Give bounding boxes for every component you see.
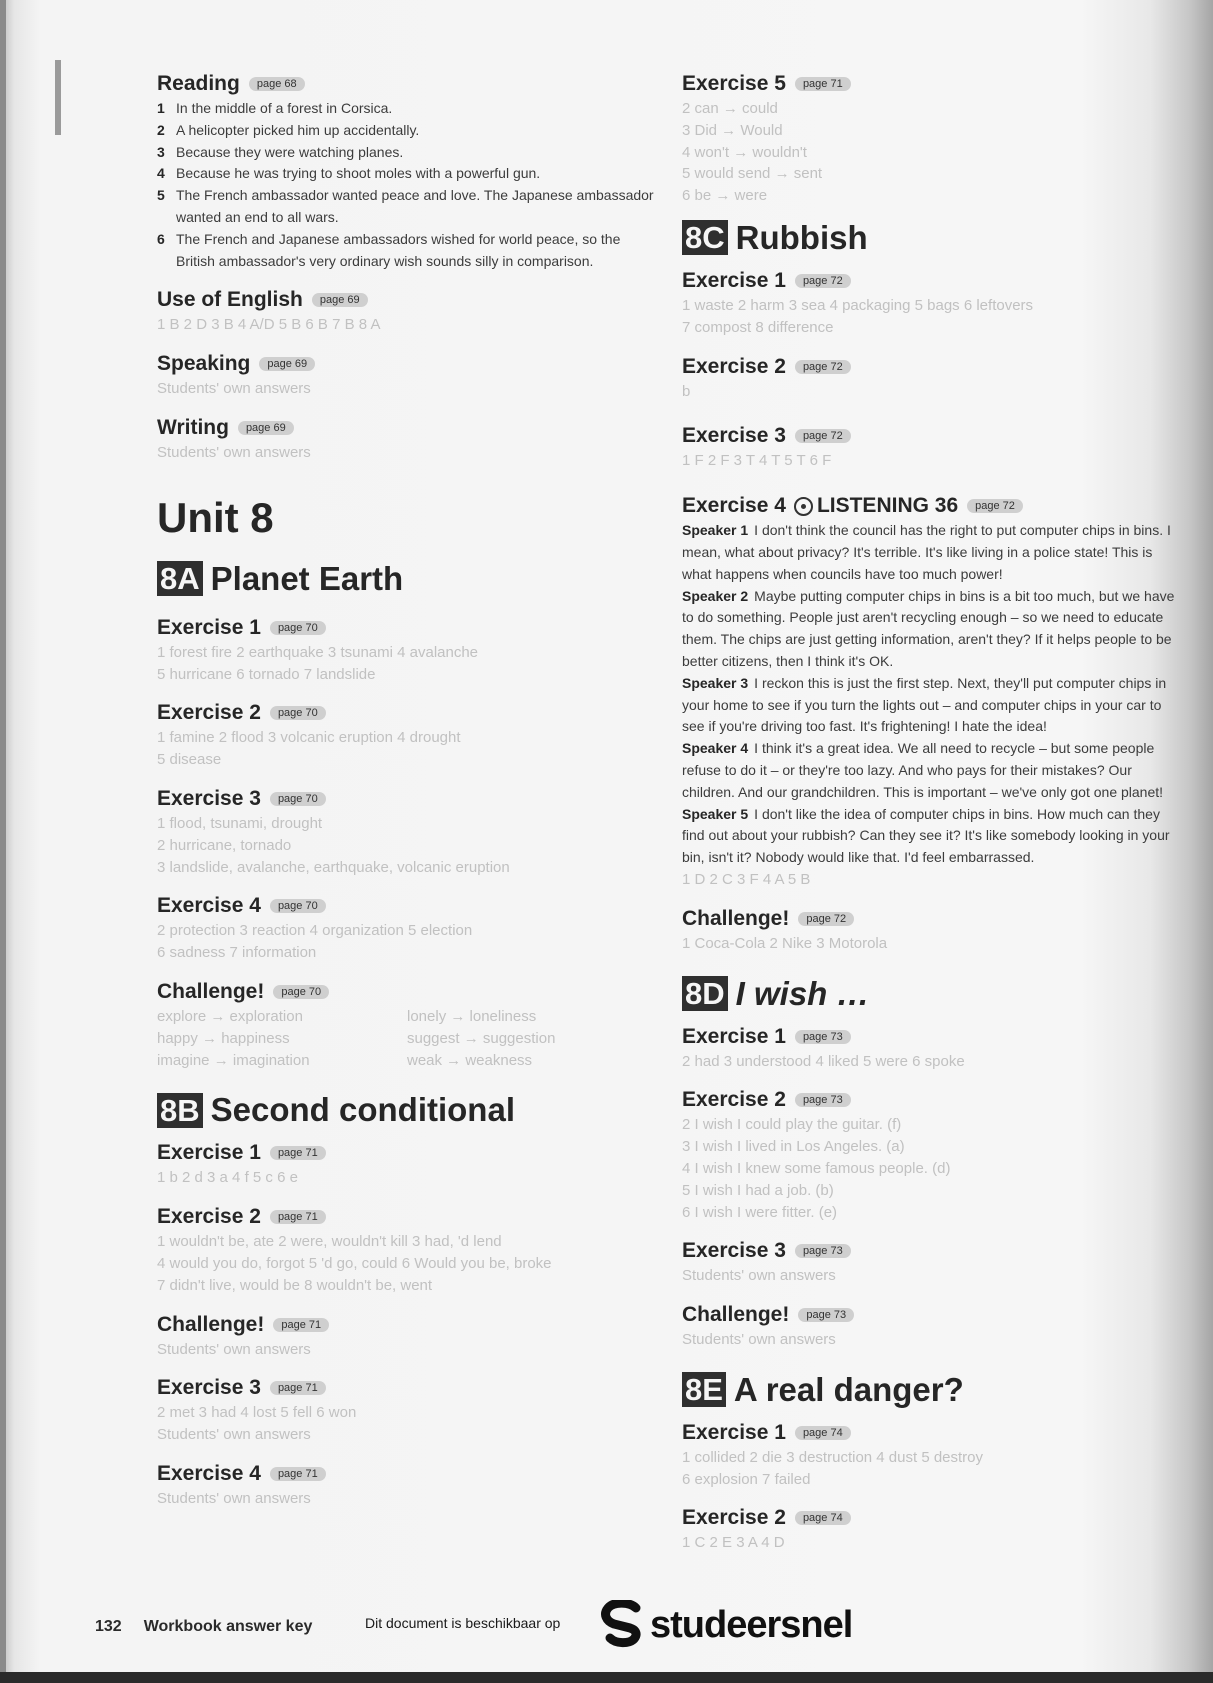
answer-line: b bbox=[682, 382, 691, 400]
answer-line: 6 sadness 7 information bbox=[157, 944, 317, 962]
section-badge: 8A bbox=[157, 561, 203, 596]
answer-line: 7 compost 8 difference bbox=[682, 318, 834, 336]
page-ref: page 73 bbox=[795, 1030, 851, 1044]
answer-line: imagine → imagination bbox=[157, 1051, 310, 1069]
exercise-8a-3: Exercise 3 page 70 1 flood, tsunami, drought 2 hurricane, tornado 3 landslide, avalanche, earthquake, volcanic eruption bbox=[157, 785, 657, 878]
answer-line: 4 I wish I knew some famous people. (d) bbox=[682, 1159, 951, 1177]
answer-line: Students' own answers bbox=[157, 1489, 311, 1507]
right-column bbox=[682, 70, 1182, 1554]
exercise-8b-4: Exercise 4 page 71 Students' own answers bbox=[157, 1460, 657, 1510]
exercise-8c-1: Exercise 1 page 72 1 waste 2 harm 3 sea 4 packaging 5 bags 6 leftovers 7 compost 8 difference bbox=[682, 267, 1182, 339]
reading-title: Reading bbox=[157, 72, 240, 95]
section-8d-heading bbox=[682, 975, 1182, 1013]
challenge-8a: Challenge! page 70 explore → exploration happy → happiness imagine → imagination lonely → loneliness suggest → suggestion weak → weakness bbox=[157, 978, 657, 1071]
answer-line: 6 explosion 7 failed bbox=[682, 1470, 811, 1488]
challenge-8b: Challenge! page 71 Students' own answers bbox=[157, 1311, 657, 1361]
answer-line: 1 waste 2 harm 3 sea 4 packaging 5 bags 6 leftovers bbox=[682, 296, 1034, 314]
section-title: Second conditional bbox=[210, 1091, 515, 1129]
answer-line: 2 I wish I could play the guitar. (f) bbox=[682, 1116, 902, 1134]
page-ref: page 70 bbox=[270, 792, 326, 806]
answer-line: 2 hurricane, tornado bbox=[157, 836, 292, 854]
exercise-8b-3: Exercise 3 page 71 2 met 3 had 4 lost 5 fell 6 won Students' own answers bbox=[157, 1374, 657, 1446]
challenge-8d: Challenge! page 73 Students' own answers bbox=[682, 1301, 1182, 1351]
section-title: I wish … bbox=[735, 974, 870, 1012]
page-ref: page 71 bbox=[273, 1318, 329, 1332]
answer-line: suggest → suggestion bbox=[407, 1029, 556, 1047]
availability-note: Dit document is beschikbaar op bbox=[365, 1615, 561, 1631]
section-title: Planet Earth bbox=[210, 559, 404, 597]
section-badge: 8C bbox=[682, 220, 728, 255]
answer-line: explore → exploration bbox=[157, 1007, 303, 1025]
footer-title: Workbook answer key bbox=[143, 1618, 313, 1635]
answer-line: 3 I wish I lived in Los Angeles. (a) bbox=[682, 1138, 905, 1156]
speaker-paragraph: Speaker 3 I reckon this is just the first step. Next, they'll put computer chips in your home to see if you turn the lights out – and computer chips in your car to see if you're driving too fast. It's frightening! I hate the idea! bbox=[682, 674, 1167, 735]
answer-line: 1 collided 2 die 3 destruction 4 dust 5 destroy bbox=[682, 1448, 984, 1466]
exercise-8b-5: Exercise 5 page 71 2 can → could 3 Did → Would 4 won't → wouldn't 5 would send → sent 6 be → were bbox=[682, 70, 1182, 207]
section-badge: 8D bbox=[682, 976, 728, 1011]
answer-line: 5 would send → sent bbox=[682, 165, 823, 183]
challenge-8c: Challenge! page 72 1 Coca-Cola 2 Nike 3 Motorola bbox=[682, 905, 1182, 955]
page-ref: page 71 bbox=[270, 1467, 326, 1481]
page-ref: page 72 bbox=[795, 274, 851, 288]
answer-line: 2 met 3 had 4 lost 5 fell 6 won bbox=[157, 1404, 357, 1422]
answer-line: 2 had 3 understood 4 liked 5 were 6 spoke bbox=[682, 1052, 965, 1070]
exercise-8a-4: Exercise 4 page 70 2 protection 3 reaction 4 organization 5 election 6 sadness 7 information bbox=[157, 892, 657, 964]
page-ref: page 73 bbox=[795, 1244, 851, 1258]
section-title: Writing bbox=[157, 415, 229, 439]
page-ref: page 71 bbox=[270, 1210, 326, 1224]
page-ref: page 74 bbox=[795, 1511, 851, 1525]
exercise-8b-1: Exercise 1 page 71 1 b 2 d 3 a 4 f 5 c 6 e bbox=[157, 1139, 657, 1189]
page-ref: page 73 bbox=[795, 1093, 851, 1107]
page-ref: page 73 bbox=[798, 1308, 854, 1322]
listening-label: LISTENING 36 bbox=[816, 494, 959, 518]
answer-line: 4 won't → wouldn't bbox=[682, 143, 807, 161]
page-ref: page 69 bbox=[312, 293, 368, 307]
page-ref: page 74 bbox=[795, 1426, 851, 1440]
page-number: 132 bbox=[95, 1618, 122, 1635]
writing-section bbox=[157, 414, 657, 464]
exercise-8c-4: Exercise 4 LISTENING 36 page 72 Speaker 1 I don't think the council has the right to put computer chips in bins. I mean, what about privacy? It's terrible. It's like living in a police state! This is what happens when councils have too much power! Speaker 2 Maybe putting computer chips in bins is a bit too much, but we have to do something. People just aren't recycling enough – so we need to educate them. The chips are just getting information, aren't they? If it helps people to be better citizens, then I think it's OK. Speaker 3 I reckon this is just the first step. Next, they'll put computer chips in your home to see if you turn the lights out – and computer chips in your car to see if you're driving too fast. It's frightening! I hate the idea! Speaker 4 I think it's a great idea. We all need to recycle – but some people refuse to do it – or they're too lazy. And who pays for their mistakes? Our children. And our grandchildren. This is important – we've only got one planet! Speaker 5 I don't like the idea of computer chips in bins. How much can they find out about your rubbish? Can they see it? It's like somebody looking in your bin, isn't it? Nobody would like that. I'd feel embarrassed. 1 D 2 C 3 F 4 A 5 B bbox=[682, 492, 1182, 891]
page-bottom-edge bbox=[0, 1672, 1213, 1683]
exercise-8b-2: Exercise 2 page 71 1 wouldn't be, ate 2 were, wouldn't kill 3 had, 'd lend 4 would you do, forgot 5 'd go, could 6 Would you be, broke 7 didn't live, would be 8 wouldn't be, went bbox=[157, 1203, 657, 1296]
exercise-8c-3: Exercise 3 page 72 1 F 2 F 3 T 4 T 5 T 6 F bbox=[682, 422, 1182, 472]
section-title: Speaking bbox=[157, 352, 251, 376]
section-badge: 8E bbox=[682, 1372, 726, 1407]
exercise-8a-1: Exercise 1 page 70 1 forest fire 2 earthquake 3 tsunami 4 avalanche 5 hurricane 6 tornado 7 landslide bbox=[157, 614, 657, 686]
section-8e-heading bbox=[682, 1371, 1182, 1409]
answer-line: 7 didn't live, would be 8 wouldn't be, went bbox=[157, 1276, 433, 1294]
section-badge: 8B bbox=[157, 1093, 203, 1128]
speaker-paragraph: Speaker 2 Maybe putting computer chips in bins is a bit too much, but we have to do something. People just aren't recycling enough – so we need to educate them. The chips are just getting information, aren't they? If it helps people to be better citizens, then I think it's OK. bbox=[682, 587, 1175, 669]
answer-line: Students' own answers bbox=[682, 1267, 836, 1285]
answer-line: 1 F 2 F 3 T 4 T 5 T 6 F bbox=[682, 452, 832, 470]
speaker-paragraph: Speaker 5 I don't like the idea of computer chips in bins. How much can they find out about your rubbish? Can they see it? It's like somebody looking in your bin, isn't it? Nobody would like that. I'd feel embarrassed. bbox=[682, 805, 1170, 866]
answer-line: lonely → loneliness bbox=[407, 1007, 537, 1025]
page-ref: page 72 bbox=[795, 360, 851, 374]
page-ref: page 69 bbox=[259, 357, 315, 371]
answer-line: 3 Did → Would bbox=[682, 121, 783, 139]
page-ref: page 69 bbox=[238, 421, 294, 435]
page-ref: page 70 bbox=[270, 621, 326, 635]
answer-line: 1 C 2 E 3 A 4 D bbox=[682, 1534, 785, 1552]
use-of-english-section bbox=[157, 286, 657, 336]
answer-line: 2 protection 3 reaction 4 organization 5 election bbox=[157, 922, 473, 940]
page-ref: page 70 bbox=[270, 706, 326, 720]
answer-line: 1 famine 2 flood 3 volcanic eruption 4 drought bbox=[157, 729, 461, 747]
studeersnel-logo[interactable] bbox=[600, 1600, 852, 1650]
answer-line: happy → happiness bbox=[157, 1029, 290, 1047]
answer-line: 1 Coca-Cola 2 Nike 3 Motorola bbox=[682, 934, 888, 952]
page-ref: page 71 bbox=[795, 77, 851, 91]
answer-line: 5 I wish I had a job. (b) bbox=[682, 1181, 834, 1199]
answer-line: weak → weakness bbox=[407, 1051, 533, 1069]
cd-icon bbox=[794, 497, 813, 516]
answer-line: 2 can → could bbox=[682, 100, 778, 117]
exercise-8d-2: Exercise 2 page 73 2 I wish I could play the guitar. (f) 3 I wish I lived in Los Angeles. (a) 4 I wish I knew some famous people. (d) 5 I wish I had a job. (b) 6 I wish I were fitter. (e) bbox=[682, 1086, 1182, 1223]
transcript bbox=[682, 520, 1182, 869]
reading-section bbox=[157, 70, 657, 272]
list-item: 3 Because they were watching planes. bbox=[157, 143, 404, 160]
answer-line: 1 b 2 d 3 a 4 f 5 c 6 e bbox=[157, 1169, 298, 1187]
list-item: 4 Because he was trying to shoot moles with a powerful gun. bbox=[157, 165, 541, 182]
answer-line: 1 B 2 D 3 B 4 A/D 5 B 6 B 7 B 8 A bbox=[157, 316, 381, 334]
list-item: 1 In the middle of a forest in Corsica. bbox=[157, 100, 393, 116]
answer-line: Students' own answers bbox=[157, 380, 311, 398]
list-item: 2 A helicopter picked him up accidentally. bbox=[157, 121, 420, 138]
page-ref: page 70 bbox=[270, 899, 326, 913]
page-footer bbox=[95, 1612, 312, 1642]
answer-line: 1 forest fire 2 earthquake 3 tsunami 4 avalanche bbox=[157, 643, 479, 661]
exercise-8a-2: Exercise 2 page 70 1 famine 2 flood 3 volcanic eruption 4 drought 5 disease bbox=[157, 699, 657, 771]
page-ref: page 70 bbox=[273, 985, 329, 999]
left-column bbox=[157, 70, 657, 1510]
page-ref: page 72 bbox=[798, 912, 854, 926]
studeersnel-logo-icon bbox=[600, 1600, 646, 1650]
answer-line: 6 be → were bbox=[682, 187, 768, 205]
section-title: Rubbish bbox=[735, 218, 868, 256]
answer-line: 3 landslide, avalanche, earthquake, volcanic eruption bbox=[157, 858, 510, 876]
unit-title: Unit 8 bbox=[157, 493, 274, 541]
binding-mark bbox=[55, 60, 61, 135]
page-ref: page 72 bbox=[795, 429, 851, 443]
answer-line: Students' own answers bbox=[157, 1340, 311, 1358]
answer-line: 4 would you do, forgot 5 'd go, could 6 Would you be, broke bbox=[157, 1254, 552, 1272]
reading-answers bbox=[157, 98, 657, 272]
answer-line: Students' own answers bbox=[157, 1426, 311, 1444]
answer-line: Students' own answers bbox=[157, 443, 311, 461]
page-ref: page 71 bbox=[270, 1381, 326, 1395]
exercise-8c-2: Exercise 2 page 72 b bbox=[682, 353, 1182, 403]
answer-line: Students' own answers bbox=[682, 1331, 836, 1349]
page-ref: page 68 bbox=[249, 77, 305, 91]
exercise-8e-2: Exercise 2 page 74 1 C 2 E 3 A 4 D bbox=[682, 1504, 1182, 1554]
section-title: Use of English bbox=[157, 288, 303, 312]
section-8c-heading bbox=[682, 219, 1182, 257]
answer-line: 1 flood, tsunami, drought bbox=[157, 814, 323, 832]
speaking-section bbox=[157, 350, 657, 400]
answer-line: 5 disease bbox=[157, 751, 222, 769]
list-item: 6 The French and Japanese ambassadors wished for world peace, so the British ambassador's very ordinary wish sounds silly in comparison. bbox=[157, 230, 621, 269]
studeersnel-logo-text: studeersnel bbox=[650, 1603, 853, 1646]
answer-line: 1 wouldn't be, ate 2 were, wouldn't kill 3 had, 'd lend bbox=[157, 1233, 502, 1251]
answer-line: 1 D 2 C 3 F 4 A 5 B bbox=[682, 870, 811, 888]
section-8b-heading bbox=[157, 1091, 657, 1129]
section-8a-heading bbox=[157, 560, 657, 598]
exercise-8d-3: Exercise 3 page 73 Students' own answers bbox=[682, 1237, 1182, 1287]
speaker-paragraph: Speaker 1 I don't think the council has the right to put computer chips in bins. I mean, what about privacy? It's terrible. It's like living in a police state! This is what happens when councils have too much power! bbox=[682, 522, 1171, 582]
page-ref: page 72 bbox=[967, 499, 1023, 513]
list-item: 5 The French ambassador wanted peace and love. The Japanese ambassador wanted an end to all wars. bbox=[157, 187, 654, 225]
page-ref: page 71 bbox=[270, 1146, 326, 1160]
page-left-edge bbox=[0, 0, 6, 1683]
exercise-8d-1: Exercise 1 page 73 2 had 3 understood 4 liked 5 were 6 spoke bbox=[682, 1023, 1182, 1073]
speaker-paragraph: Speaker 4 I think it's a great idea. We all need to recycle – but some people refuse to do it – or they're too lazy. And who pays for their mistakes? Our children. And our grandchildren. This is important – we've only got one planet! bbox=[682, 740, 1164, 800]
exercise-8e-1: Exercise 1 page 74 1 collided 2 die 3 destruction 4 dust 5 destroy 6 explosion 7 failed bbox=[682, 1419, 1182, 1491]
answer-line: 5 hurricane 6 tornado 7 landslide bbox=[157, 665, 376, 683]
answer-line: 6 I wish I were fitter. (e) bbox=[682, 1203, 838, 1221]
section-title: A real danger? bbox=[733, 1370, 964, 1408]
